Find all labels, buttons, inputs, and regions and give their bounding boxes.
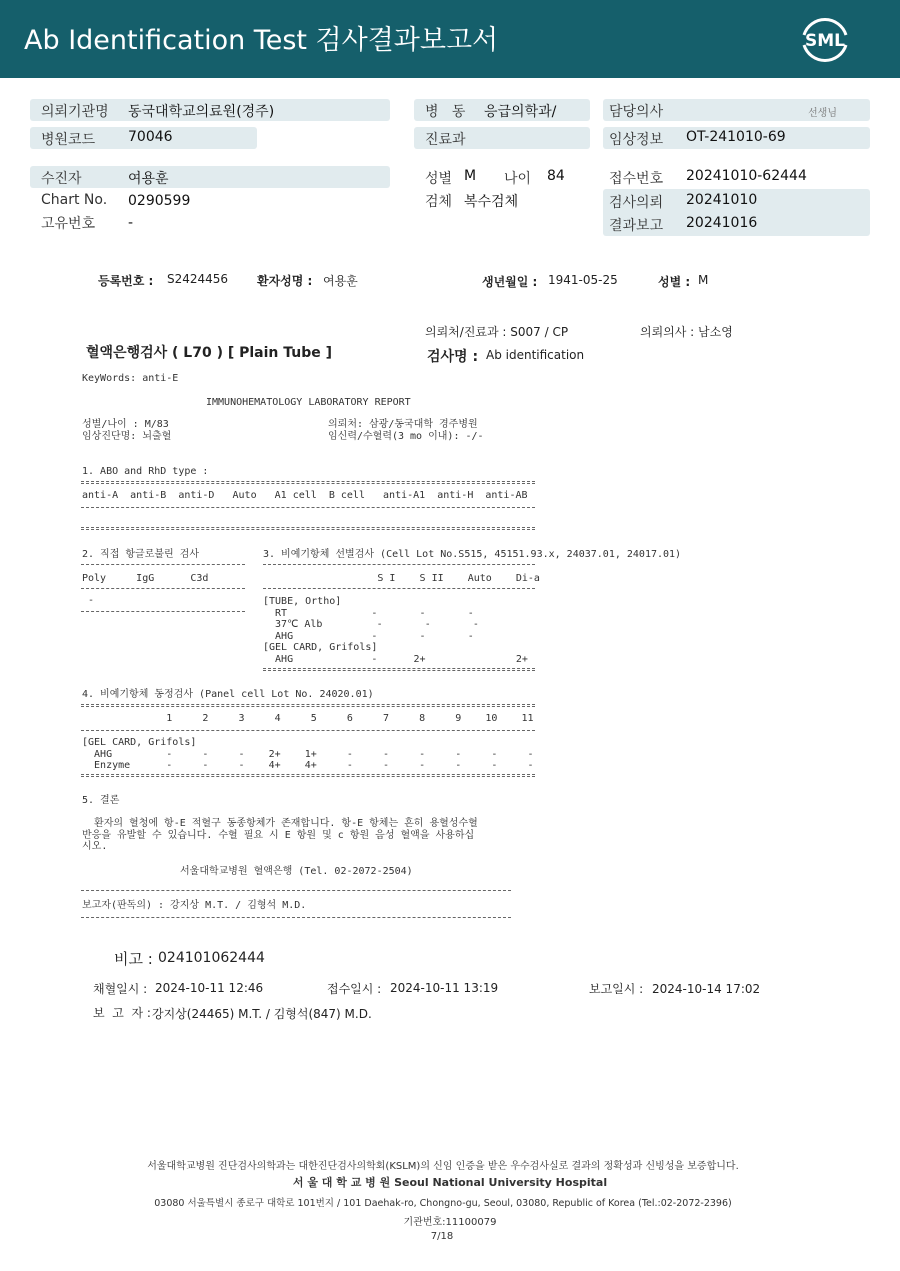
specimen-value: 복수검체	[464, 194, 519, 210]
section-5-title: 5. 결론	[82, 795, 120, 806]
dob-value: 1941-05-25	[548, 273, 618, 287]
section-3-columns: S I S II Auto Di-a	[263, 573, 540, 584]
doctor-suffix: 선생님	[808, 108, 837, 119]
result-value: 20241016	[686, 215, 758, 231]
section-4-columns: 1 2 3 4 5 6 7 8 9 10 11	[82, 713, 534, 724]
report-sex-label: 성별 :	[658, 275, 691, 289]
receipt-value: 20241010-62444	[686, 168, 807, 184]
reporter-rule-top	[81, 890, 511, 891]
reporter-rule-bottom	[81, 917, 511, 918]
institution-value: 동국대학교의료원(경주)	[128, 104, 275, 120]
section-4-rule-top	[81, 704, 535, 707]
chart-value: 0290599	[128, 193, 191, 209]
reporter2-label: 보 고 자 :	[93, 1006, 151, 1020]
sml-logo	[796, 13, 854, 65]
dob-label: 생년월일 :	[482, 275, 538, 289]
section-1-title: 1. ABO and RhD type :	[82, 466, 209, 477]
lab-report-title: IMMUNOHEMATOLOGY LABORATORY REPORT	[206, 397, 411, 408]
ward-value: 응급의학과/	[484, 104, 557, 120]
sex-value: M	[464, 168, 477, 184]
section-3-rule-bottom	[263, 668, 535, 671]
logo-text: SML	[805, 31, 845, 51]
ref-doctor: 의뢰의사 : 남소영	[640, 325, 733, 339]
section-1-rule-bottom	[81, 527, 535, 530]
collected-label: 채혈일시 :	[93, 982, 148, 996]
collected-value: 2024-10-11 12:46	[155, 981, 264, 995]
diagnosis: 임상진단명: 뇌출혈	[82, 431, 172, 442]
section-1-columns: anti-A anti-B anti-D Auto A1 cell B cell anti-A1 anti-H anti-AB	[82, 490, 528, 501]
footer-hospital: 서 울 대 학 교 병 원 Seoul National University Hospital	[292, 1176, 608, 1189]
section-2-rule-top	[81, 564, 245, 565]
test-title: 혈액은행검사 ( L70 ) [ Plain Tube ]	[86, 345, 333, 361]
patient-band	[30, 166, 390, 188]
patient-label: 수진자	[41, 171, 82, 187]
dept-label: 진료과	[425, 132, 466, 148]
test-name-value: Ab identification	[486, 348, 585, 362]
pregnancy: 임신력/수혈력(3 mo 이내): -/-	[328, 431, 484, 442]
reg-label: 등록번호 :	[98, 274, 154, 288]
received-label: 접수일시 :	[327, 982, 382, 996]
institution-label: 의뢰기관명	[41, 104, 109, 120]
blood-bank: 서울대학교병원 혈액은행 (Tel. 02-2072-2504)	[180, 866, 413, 877]
reporter: 보고자(판독의) : 강지상 M.T. / 김형석 M.D.	[82, 900, 307, 911]
section-1-rule-mid	[81, 507, 535, 508]
page-title: Ab Identification Test 검사결과보고서	[24, 25, 499, 56]
reported-label: 보고일시 :	[589, 982, 644, 996]
section-4-rule-bottom	[81, 774, 535, 777]
chart-label: Chart No.	[41, 192, 108, 208]
request-label: 검사의뢰	[609, 195, 664, 211]
receipt-label: 접수번호	[609, 171, 664, 187]
referrer: 의뢰처/진료과 : S007 / CP	[425, 325, 569, 339]
note-label: 비고 :	[114, 950, 153, 968]
section-4-title: 4. 비예기항체 동정검사 (Panel cell Lot No. 24020.01)	[82, 689, 374, 700]
section-3-rule-mid	[263, 588, 535, 589]
age-value: 84	[547, 168, 565, 184]
conclusion: 환자의 혈청에 항-E 적혈구 동종항체가 존재합니다. 항-E 항체는 흔히 용혈성수혈 반응을 유발할 수 있습니다. 수혈 필요 시 E 항원 및 c 항원 음성 혈액을 사용하십 시오.	[82, 818, 478, 852]
section-2-rule-mid	[81, 588, 245, 589]
request-value: 20241010	[686, 192, 758, 208]
footer-address: 03080 서울특별시 종로구 대학로 101번지 / 101 Daehak-ro, Chongno-gu, Seoul, 03080, Republic of Korea (Tel.:02-2072-2396)	[154, 1198, 732, 1209]
sex-label: 성별	[425, 171, 453, 187]
section-2-columns: Poly IgG C3d	[82, 573, 209, 584]
name-label: 환자성명 :	[257, 274, 313, 288]
clinical-label: 임상정보	[609, 132, 664, 148]
reported-value: 2024-10-14 17:02	[652, 982, 761, 996]
unique-label: 고유번호	[41, 216, 96, 232]
section-3-title: 3. 비예기항체 선별검사 (Cell Lot No.S515, 45151.93.x, 24037.01, 24017.01)	[263, 549, 682, 560]
section-2-title: 2. 직접 항글로불린 검사	[82, 549, 200, 560]
doctor-label: 담당의사	[609, 104, 664, 120]
section-3-rule-top	[263, 564, 535, 565]
received-value: 2024-10-11 13:19	[390, 981, 499, 995]
reg-value: S2424456	[167, 272, 229, 286]
footer-institution-no: 기관번호:11100079	[403, 1217, 497, 1228]
note-value: 024101062444	[158, 950, 265, 966]
report-sex-value: M	[698, 273, 709, 287]
name-value: 여용훈	[323, 274, 358, 288]
keywords: KeyWords: anti-E	[82, 373, 179, 384]
section-4-rule-mid	[81, 730, 535, 731]
section-2-value: -	[82, 595, 95, 606]
hospital-code-value: 70046	[128, 129, 173, 145]
unique-value: -	[128, 215, 134, 231]
section-2-rule-bottom	[81, 611, 245, 612]
test-name-label: 검사명 :	[427, 349, 479, 365]
page-header	[0, 0, 900, 78]
result-label: 결과보고	[609, 218, 664, 234]
clinical-value: OT-241010-69	[686, 129, 786, 145]
section-3-rows: [TUBE, Ortho] RT - - - 37℃ Alb - - - AHG - - - [GEL CARD, Grifols] AHG - 2+ 2+	[263, 596, 528, 665]
referral: 의뢰처: 삼광/동국대학 경주병원	[328, 419, 478, 430]
ward-label: 병 동	[425, 104, 466, 120]
patient-value: 여용훈	[128, 171, 169, 187]
page-number: 7/18	[430, 1231, 454, 1242]
age-label: 나이	[504, 171, 532, 187]
specimen-label: 검체	[425, 194, 453, 210]
footer-certification: 서울대학교병원 진단검사의학과는 대한진단검사의학회(KSLM)의 신임 인증을 받은 우수검사실로 결과의 정확성과 신빙성을 보증합니다.	[147, 1161, 739, 1172]
reporter2-value: 강지상(24465) M.T. / 김형석(847) M.D.	[152, 1007, 372, 1021]
hospital-code-label: 병원코드	[41, 132, 96, 148]
sex-age: 성별/나이 : M/83	[82, 419, 169, 430]
section-1-rule-top	[81, 481, 535, 484]
section-4-rows: [GEL CARD, Grifols] AHG - - - 2+ 1+ - - - - - - Enzyme - - - 4+ 4+ - - - - - -	[82, 737, 534, 771]
